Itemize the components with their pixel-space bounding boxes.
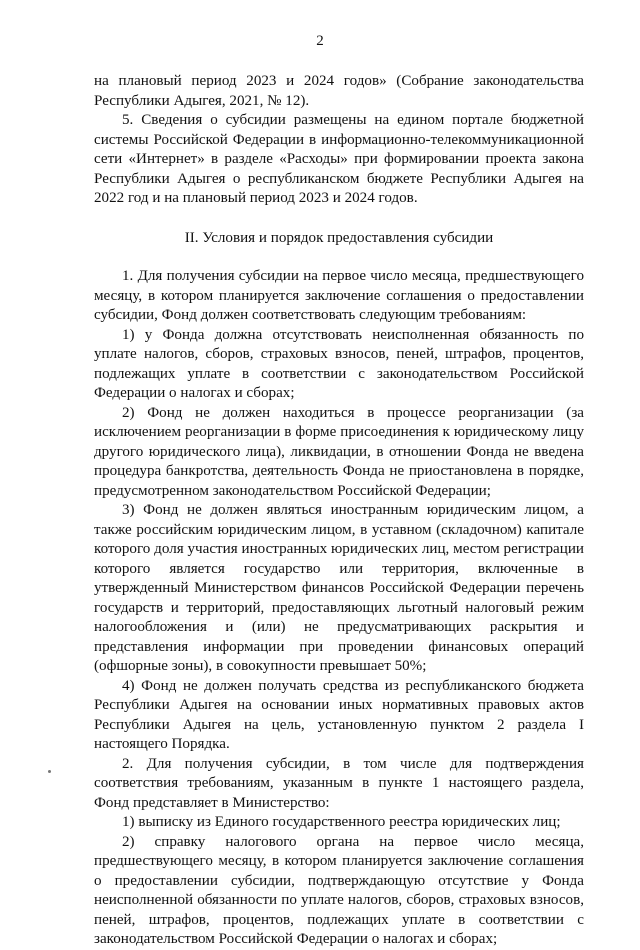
clause-1-item-3: 3) Фонд не должен являться иностранным юридическим лицом, а также российским юридическим лицом, в уставном (складочном) капитале которого доля участия иностранных юридических лиц, местом регистрации которого является государство или территория, включенные в утвержденный Министерством финансов Российской Федерации перечень государств и территорий, предоставляющих льготный налоговый режим налогообложения и (или) не предусматривающих раскрытия и представления информации при проведении финансовых операций (офшорные зоны), в совокупности превышает 50%; bbox=[94, 502, 584, 674]
clause-2: 2. Для получения субсидии, в том числе для подтверждения соответствия требованиям, указанным в пункте 1 настоящего раздела, Фонд представляет в Министерство: bbox=[94, 755, 584, 811]
document-body bbox=[94, 72, 584, 950]
section-heading: II. Условия и порядок предоставления субсидии bbox=[184, 229, 494, 246]
page-number: 2 bbox=[316, 33, 324, 49]
clause-1: 1. Для получения субсидии на первое число месяца, предшествующего месяцу, в котором планируется заключение соглашения о предоставлении субсидии, Фонд должен соответствовать следующим требованиям: bbox=[94, 268, 584, 323]
intro-paragraph-1: на плановый период 2023 и 2024 годов» (Собрание законодательства Республики Адыгея, 2021, № 12). bbox=[94, 73, 584, 109]
scan-speck bbox=[48, 770, 51, 773]
clause-1-item-4: 4) Фонд не должен получать средства из республиканского бюджета Республики Адыгея на основании иных нормативных правовых актов Республики Адыгея на цель, установленную пунктом 2 раздела I настоящего Порядка. bbox=[94, 677, 584, 752]
intro-paragraph-2: 5. Сведения о субсидии размещены на едином портале бюджетной системы Российской Федерации в информационно-телекоммуникационной сети «Интернет» в разделе «Расходы» при формировании проекта закона Республики Адыгея о республиканском бюджете Республики Адыгея на 2022 год и на плановый период 2023 и 2024 годов. bbox=[94, 112, 584, 206]
clause-1-item-1: 1) у Фонда должна отсутствовать неисполненная обязанность по уплате налогов, сборов, страховых взносов, пеней, штрафов, процентов, подлежащих уплате в соответствии с законодательством Российской Федерации о налогах и сборах; bbox=[94, 326, 584, 401]
clause-2-item-1: 1) выписку из Единого государственного реестра юридических лиц; bbox=[122, 814, 561, 830]
clause-2-item-2: 2) справку налогового органа на первое число месяца, предшествующего месяцу, в котором планируется заключение соглашения о предоставлении субсидии, подтверждающую отсутствие у Фонда неисполненной обязанности по уплате налогов, сборов, страховых взносов, пеней, штрафов, процентов, подлежащих уплате в соответствии с законодательством Российской Федерации о налогах и сборах; bbox=[94, 833, 584, 947]
clause-1-item-2: 2) Фонд не должен находиться в процессе реорганизации (за исключением реорганизации в форме присоединения к юридическому лицу другого юридического лица), ликвидации, в отношении Фонда не введена процедура банкротства, деятельность Фонда не приостановлена в порядке, предусмотренном законодательством Российской Федерации; bbox=[94, 404, 584, 499]
